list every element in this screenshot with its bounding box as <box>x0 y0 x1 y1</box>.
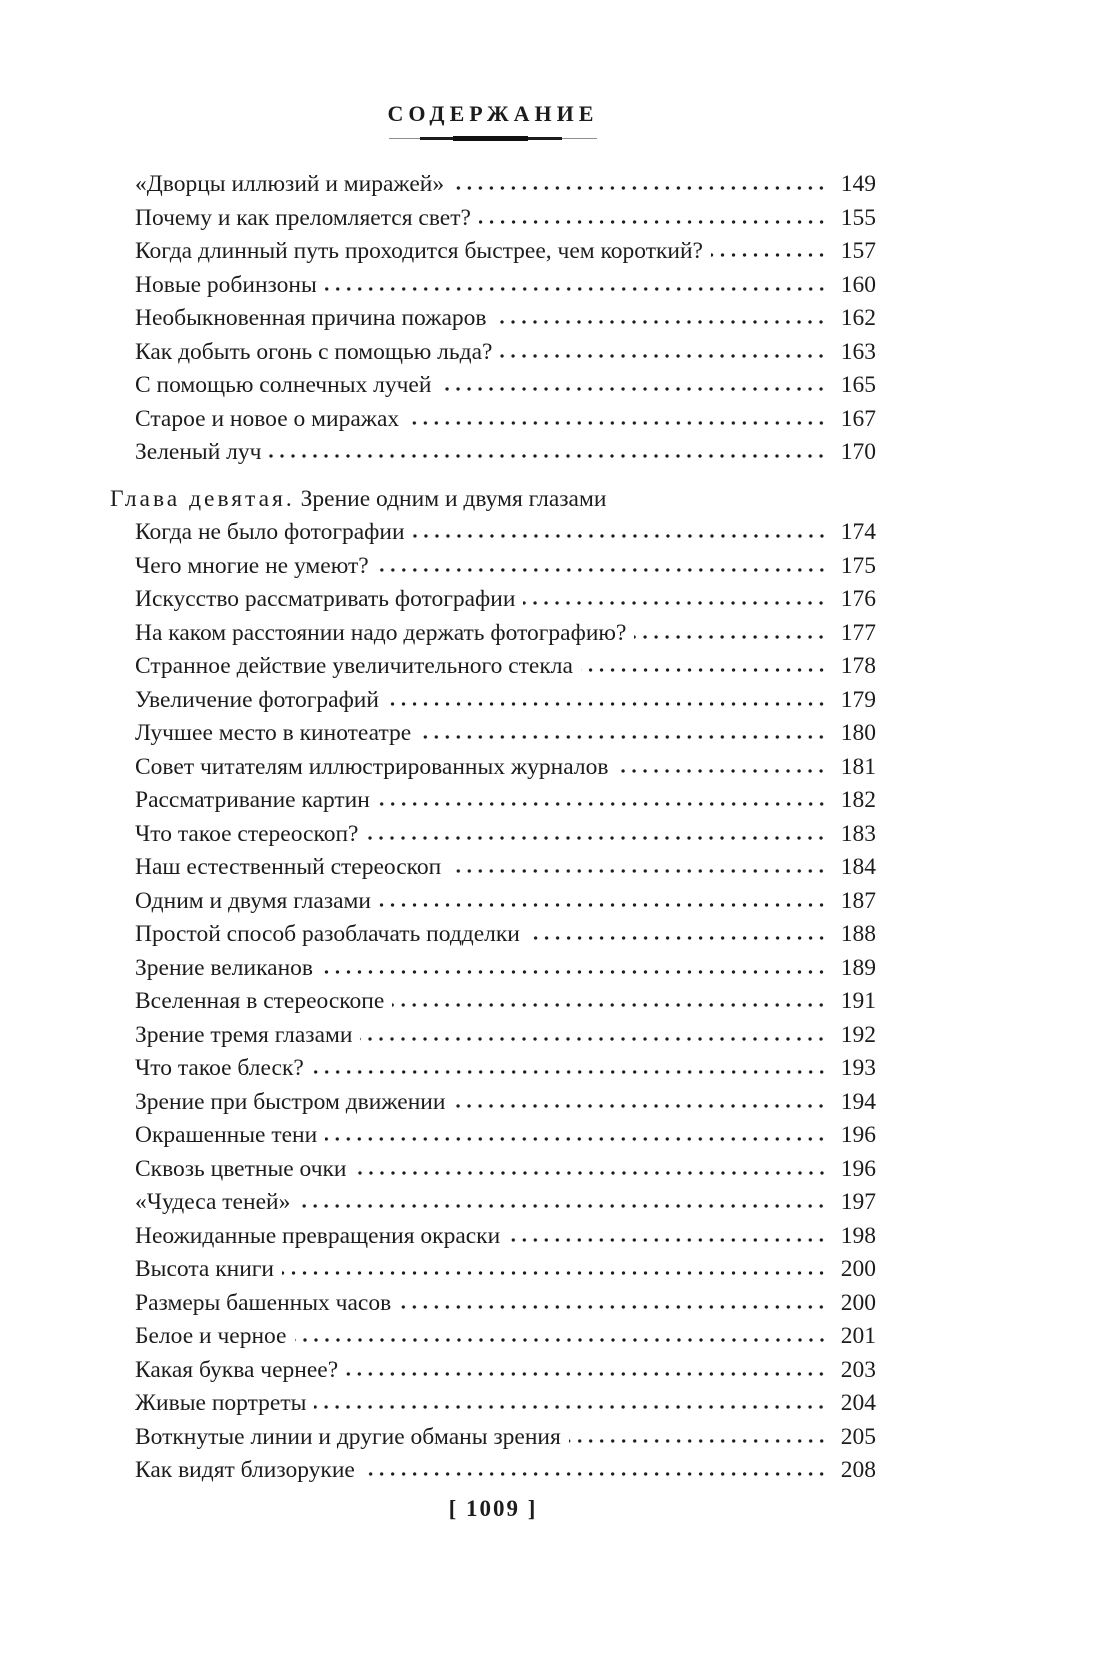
toc-entry-title: Живые портреты <box>135 1390 307 1416</box>
toc-entry <box>135 751 876 785</box>
toc-entry <box>135 1220 876 1254</box>
toc-entry-title: Зрение великанов <box>135 954 314 981</box>
toc-entry-page: 192 <box>840 1021 876 1048</box>
toc-entry <box>135 235 876 269</box>
toc-dot-leader <box>413 533 827 539</box>
toc-entry-page: 194 <box>840 1088 876 1115</box>
toc-entry-title: Зрение тремя глазами <box>135 1021 353 1048</box>
toc-dot-leader <box>453 1103 827 1109</box>
toc-entry-title: Размеры башенных часов <box>135 1289 392 1316</box>
toc-entry-page: 188 <box>840 921 876 947</box>
toc-entry <box>135 1019 876 1053</box>
toc-entry-title: Вселенная в стереоскопе <box>135 988 385 1014</box>
toc-entry <box>135 1052 876 1086</box>
toc-entry-page: 167 <box>840 405 876 432</box>
toc-dot-leader <box>282 1270 827 1276</box>
toc-list <box>110 168 876 1488</box>
toc-entry-page: 155 <box>840 204 876 231</box>
toc-entry-title: Что такое стереоскоп? <box>135 820 359 847</box>
toc-dot-leader <box>312 1069 827 1075</box>
page-title: СОДЕРЖАНИЕ <box>387 101 599 126</box>
toc-dot-leader <box>355 1170 827 1176</box>
toc-entry-page: 179 <box>840 686 876 713</box>
toc-dot-leader <box>379 902 827 908</box>
toc-dot-leader <box>314 1404 827 1410</box>
title-ornament-rule <box>389 136 597 142</box>
toc-entry-title: Совет читателям иллюстрированных журналов <box>135 753 609 780</box>
toc-entry-title: Лучшее место в кинотеатре <box>135 720 412 746</box>
toc-dot-leader <box>346 1371 827 1377</box>
toc-entry-page: 191 <box>840 988 876 1014</box>
toc-entry <box>135 952 876 986</box>
toc-entry-page: 203 <box>840 1356 876 1383</box>
toc-dot-leader <box>325 286 827 292</box>
toc-dot-leader <box>508 1237 827 1243</box>
toc-entry <box>135 818 876 852</box>
toc-entry-page: 200 <box>840 1256 876 1282</box>
toc-entry <box>135 1119 876 1153</box>
toc-entry <box>135 985 876 1019</box>
toc-dot-leader <box>523 600 827 606</box>
toc-entry-title: Чего многие не умеют? <box>135 552 369 579</box>
toc-entry <box>135 202 876 236</box>
toc-entry <box>135 1287 876 1321</box>
toc-entry <box>135 684 876 718</box>
toc-entry-title: Зеленый луч <box>135 439 262 465</box>
toc-dot-leader <box>500 353 827 359</box>
toc-entry <box>135 436 876 470</box>
toc-entry-page: 193 <box>840 1055 876 1081</box>
toc-entry <box>135 717 876 751</box>
page-header <box>110 101 876 142</box>
toc-entry-page: 178 <box>840 653 876 679</box>
toc-dot-leader <box>407 420 827 426</box>
toc-entry <box>135 1253 876 1287</box>
toc-entry-page: 200 <box>840 1289 876 1316</box>
toc-entry-page: 175 <box>840 552 876 579</box>
toc-entry-title: «Чудеса теней» <box>135 1189 291 1215</box>
toc-entry <box>135 583 876 617</box>
toc-entry-title: Когда длинный путь проходится быстрее, чем короткий? <box>135 238 703 264</box>
toc-entry-page: 183 <box>840 820 876 847</box>
toc-entry-page: 204 <box>840 1390 876 1416</box>
toc-entry <box>135 784 876 818</box>
toc-entry-title: Что такое блеск? <box>135 1055 304 1081</box>
toc-entry-page: 160 <box>840 271 876 298</box>
toc-dot-leader <box>366 835 827 841</box>
toc-entry-page: 205 <box>840 1423 876 1450</box>
toc-dot-leader <box>439 386 827 392</box>
toc-dot-leader <box>419 734 827 740</box>
toc-dot-leader <box>711 252 827 258</box>
toc-entry-page: 196 <box>840 1122 876 1148</box>
toc-dot-leader <box>363 1471 827 1477</box>
toc-entry-page: 163 <box>840 338 876 365</box>
toc-dot-leader <box>360 1036 827 1042</box>
toc-dot-leader <box>634 634 827 640</box>
toc-entry <box>135 617 876 651</box>
toc-entry-page: 165 <box>840 372 876 398</box>
toc-entry-page: 198 <box>840 1222 876 1249</box>
toc-entry <box>135 302 876 336</box>
toc-entry-title: Простой способ разоблачать подделки <box>135 921 520 947</box>
toc-entry <box>135 1387 876 1421</box>
toc-entry-title: Окрашенные тени <box>135 1122 318 1148</box>
toc-entry <box>135 369 876 403</box>
toc-entry-page: 180 <box>840 720 876 746</box>
toc-dot-leader <box>528 935 827 941</box>
toc-entry <box>135 550 876 584</box>
toc-entry-title: На каком расстоянии надо держать фотографию? <box>135 619 627 646</box>
toc-entry <box>135 336 876 370</box>
toc-entry <box>135 851 876 885</box>
toc-entry-page: 182 <box>840 787 876 813</box>
toc-entry-title: Старое и новое о миражах <box>135 405 400 432</box>
toc-dot-leader <box>387 701 827 707</box>
toc-entry-title: Белое и черное <box>135 1323 287 1349</box>
chapter-heading <box>110 483 876 517</box>
toc-entry-title: Какая буква чернее? <box>135 1356 339 1383</box>
toc-entry-page: 208 <box>840 1457 876 1483</box>
toc-dot-leader <box>616 768 827 774</box>
toc-dot-leader <box>581 667 827 673</box>
toc-entry-title: Сквозь цветные очки <box>135 1155 347 1182</box>
toc-entry <box>135 1454 876 1488</box>
toc-entry <box>135 403 876 437</box>
toc-entry-title: Зрение при быстром движении <box>135 1088 446 1115</box>
toc-dot-leader <box>479 219 827 225</box>
toc-entry-title: Когда не было фотографии <box>135 519 405 545</box>
toc-entry-page: 157 <box>840 238 876 264</box>
toc-entry <box>135 1421 876 1455</box>
toc-dot-leader <box>377 567 827 573</box>
toc-dot-leader <box>269 453 827 459</box>
toc-dot-leader <box>298 1203 827 1209</box>
toc-dot-leader <box>449 868 827 874</box>
toc-entry-title: Необыкновенная причина пожаров <box>135 305 487 331</box>
toc-entry-title: Одним и двумя глазами <box>135 887 371 914</box>
toc-entry-page: 149 <box>840 171 876 197</box>
toc-entry <box>135 516 876 550</box>
toc-entry-page: 187 <box>840 887 876 914</box>
toc-entry <box>135 650 876 684</box>
toc-entry <box>135 1086 876 1120</box>
toc-entry <box>135 1354 876 1388</box>
toc-dot-leader <box>321 969 827 975</box>
toc-dot-leader <box>452 185 827 191</box>
toc-entry-page: 176 <box>840 586 876 612</box>
toc-entry-title: Как видят близорукие <box>135 1457 355 1483</box>
toc-entry <box>135 885 876 919</box>
toc-entry-title: Как добыть огонь с помощью льда? <box>135 338 493 365</box>
toc-entry-title: Неожиданные превращения окраски <box>135 1222 501 1249</box>
toc-entry-title: Высота книги <box>135 1256 274 1282</box>
toc-entry <box>135 918 876 952</box>
toc-entry-title: «Дворцы иллюзий и миражей» <box>135 171 445 197</box>
toc-dot-leader <box>295 1337 828 1343</box>
toc-entry-title: Воткнутые линии и другие обманы зрения <box>135 1423 561 1450</box>
toc-entry-page: 174 <box>840 519 876 545</box>
toc-entry-title: Новые робинзоны <box>135 271 317 298</box>
toc-dot-leader <box>399 1304 827 1310</box>
toc-entry-title: С помощью солнечных лучей <box>135 372 432 398</box>
toc-entry-title: Искусство рассматривать фотографии <box>135 586 516 612</box>
toc-entry-page: 162 <box>840 305 876 331</box>
footer-page-number: [ 1009 ] <box>448 1496 538 1521</box>
toc-entry <box>135 1186 876 1220</box>
toc-entry <box>135 1153 876 1187</box>
toc-entry-page: 181 <box>840 753 876 780</box>
toc-entry-page: 196 <box>840 1155 876 1182</box>
toc-dot-leader <box>378 801 827 807</box>
toc-dot-leader <box>494 319 827 325</box>
toc-entry-page: 197 <box>840 1189 876 1215</box>
toc-entry <box>135 1320 876 1354</box>
toc-entry-page: 184 <box>840 854 876 880</box>
toc-entry <box>135 269 876 303</box>
toc-entry-title: Рассматривание картин <box>135 787 370 813</box>
chapter-heading-title: Зрение одним и двумя глазами <box>300 485 607 512</box>
toc-entry-page: 201 <box>840 1323 876 1349</box>
toc-entry-title: Странное действие увеличительного стекла <box>135 653 573 679</box>
toc-entry-page: 170 <box>840 439 876 465</box>
toc-dot-leader <box>569 1438 827 1444</box>
toc-dot-leader <box>325 1136 827 1142</box>
chapter-heading-label: Глава девятая. <box>110 485 295 512</box>
rule-thick-line <box>453 136 528 141</box>
toc-entry-page: 177 <box>840 619 876 646</box>
toc-entry-page: 189 <box>840 954 876 981</box>
toc-dot-leader <box>392 1002 827 1008</box>
toc-entry-title: Наш естественный стереоскоп <box>135 854 442 880</box>
toc-entry-title: Увеличение фотографий <box>135 686 379 713</box>
toc-entry <box>135 168 876 202</box>
toc-entry-title: Почему и как преломляется свет? <box>135 204 471 231</box>
